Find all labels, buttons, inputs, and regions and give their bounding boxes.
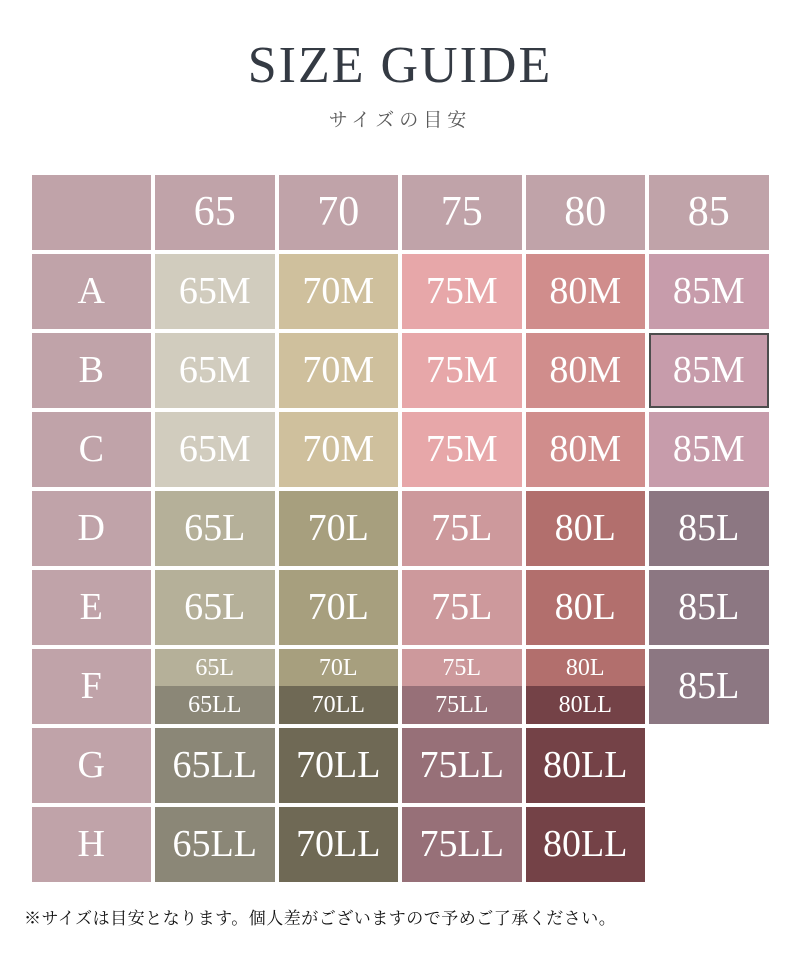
size-cell-D-80L: 80L bbox=[526, 491, 646, 566]
size-cell-C-65M: 65M bbox=[155, 412, 275, 487]
size-cell-E-75L: 75L bbox=[402, 570, 522, 645]
row-header-H: H bbox=[32, 807, 152, 882]
size-cell-A-65M: 65M bbox=[155, 254, 275, 329]
size-table bbox=[32, 175, 769, 882]
size-cell-D-85L: 85L bbox=[649, 491, 769, 566]
size-cell-G-75LL: 75LL bbox=[402, 728, 522, 803]
row-header-E: E bbox=[32, 570, 152, 645]
size-cell-split-F-75 bbox=[402, 649, 522, 724]
page-subtitle: サイズの目安 bbox=[328, 110, 472, 131]
row-header-C: C bbox=[32, 412, 152, 487]
row-header-A: A bbox=[32, 254, 152, 329]
size-cell-G-80LL: 80LL bbox=[526, 728, 646, 803]
size-cell-F-70LL: 70LL bbox=[279, 686, 399, 724]
table-corner-cell bbox=[32, 175, 152, 250]
size-cell-E-70L: 70L bbox=[279, 570, 399, 645]
size-cell-E-85L: 85L bbox=[649, 570, 769, 645]
size-cell-H-80LL: 80LL bbox=[526, 807, 646, 882]
size-cell-G-70LL: 70LL bbox=[279, 728, 399, 803]
size-cell-A-80M: 80M bbox=[526, 254, 646, 329]
size-cell-H-65LL: 65LL bbox=[155, 807, 275, 882]
row-header-D: D bbox=[32, 491, 152, 566]
size-cell-E-80L: 80L bbox=[526, 570, 646, 645]
column-header-70: 70 bbox=[279, 175, 399, 250]
size-cell-F-65L: 65L bbox=[155, 649, 275, 687]
size-cell-F-75LL: 75LL bbox=[402, 686, 522, 724]
size-cell-D-75L: 75L bbox=[402, 491, 522, 566]
size-cell-E-65L: 65L bbox=[155, 570, 275, 645]
column-header-75: 75 bbox=[402, 175, 522, 250]
row-header-F: F bbox=[32, 649, 152, 724]
size-cell-G-65LL: 65LL bbox=[155, 728, 275, 803]
size-cell-C-70M: 70M bbox=[279, 412, 399, 487]
size-cell-B-75M: 75M bbox=[402, 333, 522, 408]
size-cell-C-85M: 85M bbox=[649, 412, 769, 487]
size-cell-C-80M: 80M bbox=[526, 412, 646, 487]
column-header-85: 85 bbox=[649, 175, 769, 250]
size-cell-F-75L: 75L bbox=[402, 649, 522, 687]
size-cell-F-85L: 85L bbox=[649, 649, 769, 724]
size-cell-split-F-65 bbox=[155, 649, 275, 724]
column-header-65: 65 bbox=[155, 175, 275, 250]
size-cell-B-85M: 85M bbox=[649, 333, 769, 408]
size-cell-F-65LL: 65LL bbox=[155, 686, 275, 724]
column-header-80: 80 bbox=[526, 175, 646, 250]
size-cell-split-F-80 bbox=[526, 649, 646, 724]
row-header-G: G bbox=[32, 728, 152, 803]
size-cell-H-70LL: 70LL bbox=[279, 807, 399, 882]
size-cell-F-80L: 80L bbox=[526, 649, 646, 687]
size-cell-B-80M: 80M bbox=[526, 333, 646, 408]
empty-cell-G-85 bbox=[649, 728, 769, 803]
size-cell-F-80LL: 80LL bbox=[526, 686, 646, 724]
footnote: ※サイズは目安となります。個人差がございますので予めご了承ください。 bbox=[24, 908, 617, 928]
size-cell-A-75M: 75M bbox=[402, 254, 522, 329]
size-cell-B-70M: 70M bbox=[279, 333, 399, 408]
empty-cell-H-85 bbox=[649, 807, 769, 882]
size-cell-A-85M: 85M bbox=[649, 254, 769, 329]
size-cell-D-65L: 65L bbox=[155, 491, 275, 566]
row-header-B: B bbox=[32, 333, 152, 408]
size-cell-H-75LL: 75LL bbox=[402, 807, 522, 882]
size-cell-C-75M: 75M bbox=[402, 412, 522, 487]
page-title: SIZE GUIDE bbox=[247, 37, 553, 94]
size-cell-split-F-70 bbox=[279, 649, 399, 724]
size-cell-B-65M: 65M bbox=[155, 333, 275, 408]
size-cell-F-70L: 70L bbox=[279, 649, 399, 687]
size-cell-A-70M: 70M bbox=[279, 254, 399, 329]
size-cell-D-70L: 70L bbox=[279, 491, 399, 566]
